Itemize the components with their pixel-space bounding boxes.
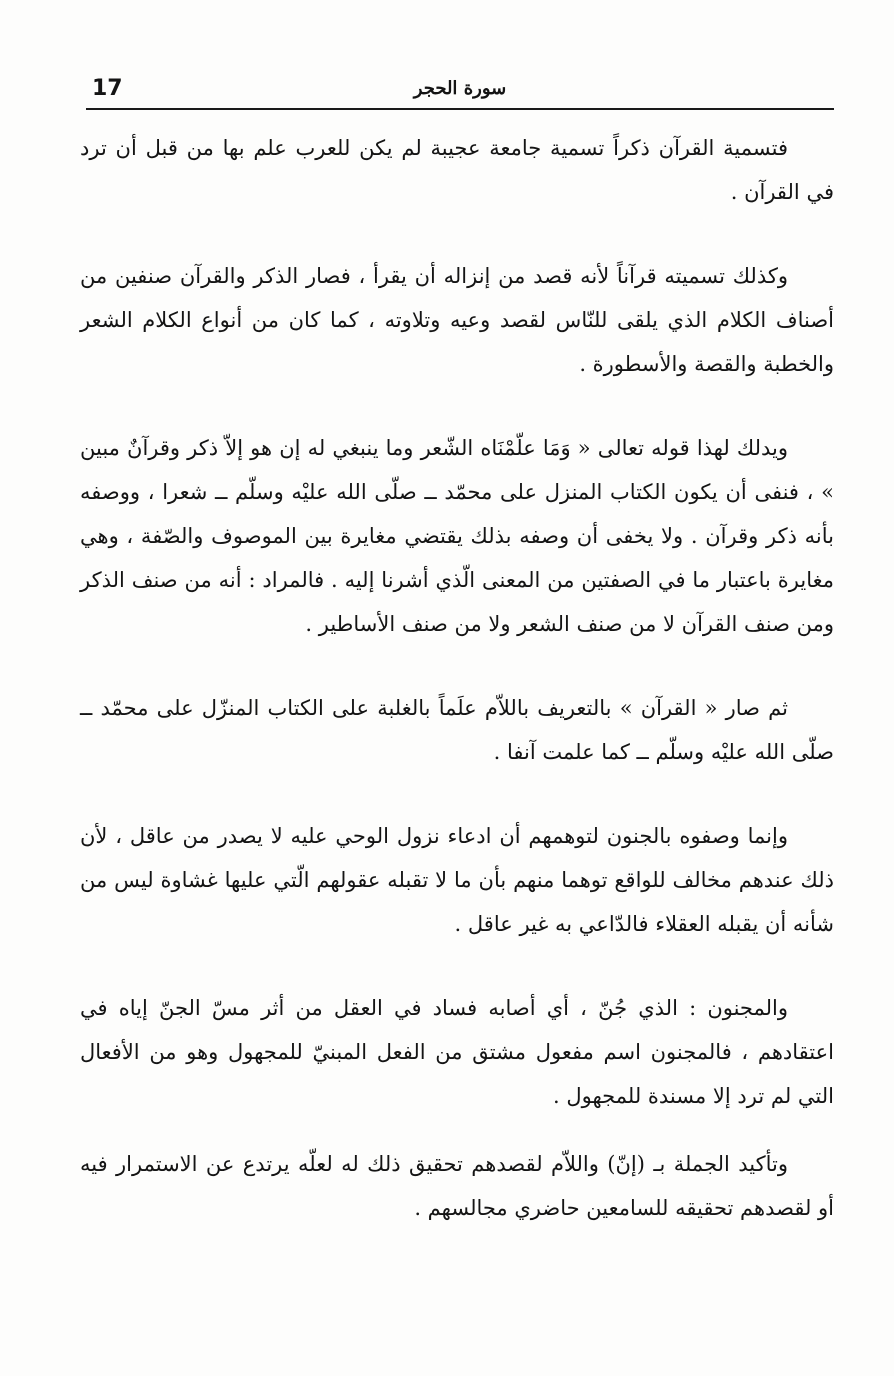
paragraph-5: وإنما وصفوه بالجنون لتوهمهم أن ادعاء نزول الوحي عليه لا يصدر من عاقل ، لأن ذلك عندهم مخالف للواقع توهما منهم بأن ما لا تقبله عقولهم الّتي عليها غشاوة ليس من شأنه أن يقبله العقلاء فالدّاعي به غير عاقل . — [80, 824, 834, 936]
running-title: سورة الحجر — [413, 78, 507, 99]
page-header — [84, 70, 836, 108]
paragraph-3: ويدلك لهذا قوله تعالى « وَمَا علّمْنَاه الشّعر وما ينبغي له إن هو إلاّ ذكر وقرآنٌ مبين » ، فنفى أن يكون الكتاب المنزل على محمّد ــ صلّى الله عليْه وسلّم ــ شعرا ، ووصفه بأنه ذكر وقرآن . ولا يخفى أن وصفه بذلك يقتضي مغايرة بين الموصوف والصّفة ، وهي مغايرة باعتبار ما في الصفتين من المعنى الّذي أشرنا إليه . فالمراد : أنه من صنف الذكر ومن صنف القرآن لا من صنف الشعر ولا من صنف الأساطير . — [80, 436, 834, 636]
page-number: 17 — [92, 76, 123, 101]
body-text — [80, 126, 834, 1270]
paragraph-7: وتأكيد الجملة بـ (إنّ) واللاّم لقصدهم تحقيق ذلك له لعلّه يرتدع عن الاستمرار فيه أو لقصدهم تحقيقه للسامعين حاضري مجالسهم . — [80, 1152, 834, 1220]
paragraph-4: ثم صار « القرآن » بالتعريف باللاّم علَماً بالغلبة على الكتاب المنزّل على محمّد ــ صلّى الله عليْه وسلّم ــ كما علمت آنفا . — [80, 696, 834, 764]
paragraph-1: فتسمية القرآن ذكراً تسمية جامعة عجيبة لم يكن للعرب علم بها من قبل أن ترد في القرآن . — [80, 136, 834, 204]
paragraph-2: وكذلك تسميته قرآناً لأنه قصد من إنزاله أن يقرأ ، فصار الذكر والقرآن صنفين من أصناف الكلام الذي يلقى للنّاس لقصد وعيه وتلاوته ، كما كان من أنواع الكلام الشعر والخطبة والقصة والأسطورة . — [80, 264, 834, 376]
paragraph-6: والمجنون : الذي جُنّ ، أي أصابه فساد في العقل من أثر مسّ الجنّ إياه في اعتقادهم ، فالمجنون اسم مفعول مشتق من الفعل المبنيّ للمجهول وهو من الأفعال التي لم ترد إلا مسندة للمجهول . — [80, 996, 834, 1108]
header-divider — [86, 108, 834, 110]
